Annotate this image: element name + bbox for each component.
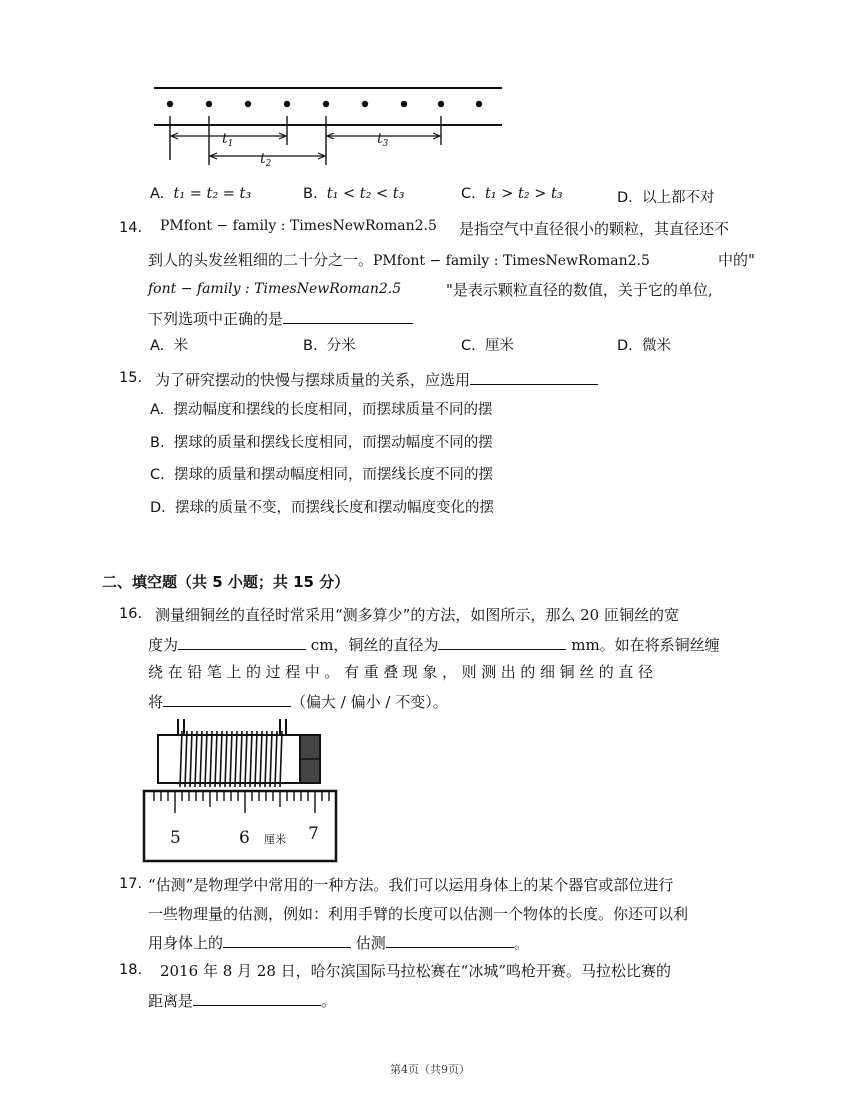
q14-option-a: A. 米 (150, 338, 188, 354)
q17-number: 17. (119, 876, 143, 892)
q18-number: 18. (119, 962, 143, 978)
q14-line3-text: "是表示颗粒直径的数值，关于它的单位, (446, 281, 713, 299)
q15-option-b: B. 摆球的质量和摆线长度相同，而摆动幅度不同的摆 (150, 435, 493, 451)
q15-stem: 为了研究摆动的快慢与摆球质量的关系，应选用 (155, 368, 598, 390)
q13-option-c: C. t₁ > t₂ > t₃ (461, 186, 563, 202)
ruler-label-5: 5 (170, 828, 181, 848)
answer-blank[interactable] (438, 633, 566, 650)
q16-line1: 测量细铜丝的直径时常采用“测多算少”的方法，如图所示，那么 20 匝铜丝的宽 (155, 606, 679, 624)
coil-ruler-figure (140, 715, 340, 865)
q15-option-a: A. 摆动幅度和摆线的长度相同，而摆球质量不同的摆 (150, 402, 493, 418)
q16-line4: 将 （偏大 / 偏小 / 不变）。 (148, 690, 448, 712)
tick-marks (170, 116, 441, 165)
q14-line4: 下列选项中正确的是 (148, 307, 413, 329)
q17-line3: 用身体上的 估测 。 (148, 931, 529, 953)
answer-blank[interactable] (223, 931, 351, 948)
label-t2: $t_2$ (260, 151, 272, 169)
answer-blank[interactable] (283, 307, 413, 324)
section-heading: 二、填空题（共 5 小题；共 15 分） (102, 573, 350, 591)
q16-line3: 绕在铅笔上的过程中。有重叠现象，则测出的细铜丝的直径 (148, 663, 658, 681)
q13-option-b: B. t₁ < t₂ < t₃ (303, 186, 405, 202)
page-footer: 第4页（共9页） (390, 1063, 470, 1076)
ruler-unit: 厘米 (264, 833, 286, 846)
q15-option-c: C. 摆球的质量和摆动幅度相同，而摆线长度不同的摆 (150, 467, 493, 483)
label-t3: $t_3$ (377, 131, 389, 149)
label-t1: $t_1$ (222, 131, 234, 149)
answer-blank[interactable] (178, 633, 306, 650)
ruler-label-7: 7 (308, 824, 319, 844)
q13-option-a: A. t₁ = t₂ = t₃ (150, 186, 252, 202)
q15-number: 15. (119, 370, 143, 386)
q15-option-d: D. 摆球的质量不变，而摆线长度和摆动幅度变化的摆 (150, 500, 494, 516)
q16-line2: 度为 cm，铜丝的直径为 mm。如在将系铜丝缠 (148, 633, 720, 655)
q18-line2: 距离是 。 (148, 989, 336, 1011)
q14-number: 14. (119, 220, 143, 236)
answer-blank[interactable] (193, 989, 321, 1006)
q13-option-d: D. 以上都不对 (617, 190, 715, 206)
q17-line1: “估测”是物理学中常用的一种方法。我们可以运用身体上的某个器官或部位进行 (148, 876, 674, 894)
q18-line1: 2016 年 8 月 28 日，哈尔滨国际马拉松赛在“冰城”鸣枪开赛。马拉松比赛的 (160, 962, 671, 980)
q14-option-d: D. 微米 (617, 338, 671, 354)
answer-blank[interactable] (470, 368, 598, 385)
answer-blank[interactable] (386, 931, 514, 948)
q14-option-c: C. 厘米 (461, 338, 514, 354)
answer-blank[interactable] (163, 690, 291, 707)
q17-line2: 一些物理量的估测，例如：利用手臂的长度可以估测一个物体的长度。你还可以利 (148, 905, 689, 923)
q16-number: 16. (119, 606, 143, 622)
tape-dots (167, 101, 482, 107)
dot-timer-figure (150, 80, 505, 172)
q14-frag1: PMfont − family : TimesNewRoman2.5 (160, 218, 437, 234)
q14-line3-formula: font − family : TimesNewRoman2.5 (148, 281, 402, 297)
q14-frag4: 中的" (718, 251, 755, 269)
measure-arrows (171, 133, 440, 159)
q14-frag2: 是指空气中直径很小的颗粒，其直径还不 (459, 220, 730, 238)
ruler-label-6: 6 (239, 828, 250, 848)
q14-line2: 到人的头发丝粗细的二十分之一。PMfont − family : TimesNewRoman2.5 (148, 251, 650, 269)
q14-option-b: B. 分米 (303, 338, 356, 354)
